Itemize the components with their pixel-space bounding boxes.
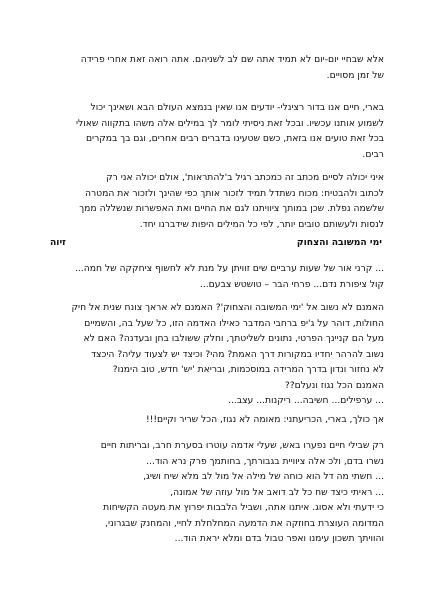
- paragraph-closing-2: [48, 100, 384, 162]
- text-line: החולות, דוהר על ג'יפ ברחבי המדבר כאילו האדמה הזו, כל שעל בה, והשמיים: [84, 317, 384, 329]
- text-line: נשרו בדם, ולכ אלה ציוויית בגבורתך, בחותמך פרק נרא הוד...: [146, 455, 384, 467]
- section-author: זיוה: [50, 237, 66, 248]
- section-paragraph-4: [48, 438, 384, 547]
- section-paragraph-2: [48, 300, 384, 409]
- text-line: האמנם לא נשוב אל 'ימי המשובה והצחוק'? האמנם לא אראך צונח שנית אל חיק: [71, 302, 384, 313]
- section-paragraph-1: [48, 261, 384, 292]
- text-line: רבים.: [362, 148, 384, 160]
- paragraph-closing-1: [48, 52, 384, 83]
- text-line: ... קרני אור של שעות ערביים שים זוויתן על מנת לא לחשוף ציחקקה של חמה...: [74, 263, 384, 274]
- text-line: רק שבילי חיים נפערו באש, שעלי אדמה עוטרו בסערת חרב, ובריתות חיים: [100, 440, 384, 451]
- text-line: ... חשתי מה דל הוא כוחה של מילה אל מול לב מלא שיח ושיג,: [143, 471, 384, 482]
- text-line: ... ראיתי כיצד שח כל לב דואב אל מול עוזה של אמונה,: [170, 486, 384, 498]
- text-line: איני יכולה לסיים מכתב זה כמכתב רגיל ב'להתראות', אולם יכולה אני רק: [106, 172, 384, 183]
- text-line: בכל זאת טועים אנו בזאת, כשם שטעינו בדברים רבים אחרים, וגם בך במקרים: [85, 133, 384, 144]
- text-line: כי ידעתי ולא אסוג. איתנו אתה, ושביל הלבבות יפרוץ את מעטה הקשיחות: [103, 502, 384, 513]
- text-line: קול ציפורת נדם... פרחי הבר – טושטש צבעם...: [199, 278, 384, 290]
- text-line: שלשמה נפלת. שכן במותך ציוויתנו לגם את החיים ואת האפשרות שנשללה ממך: [79, 203, 384, 214]
- text-line: אך כולך, בארי, הכריעתני: מאומה לא נגוז, הכל שריר וקיים!!!: [146, 414, 384, 425]
- document-page: [48, 0, 384, 600]
- text-line: לנסות ולעשותם טובים יותר, לפי כל המילים היפות שידברנו יחד.: [139, 218, 384, 230]
- text-line: ... ערפילים... חשיבה... ריקנות... עצב...: [228, 395, 384, 406]
- text-line: לא נחזור ונדון בדרך המרידה במוסכמות, ובריאת 'יש' חדש, טוב הימנו?: [112, 364, 384, 375]
- text-line: לכתוב ולהבטיח: מכוח נשתדל תמיד לזכור אותך כפי שהינך ולזכור את המטרה: [84, 187, 384, 199]
- text-line: והוויתך תשכון עימנו ואפר טבול בדם ומלא יראת הוד...: [174, 533, 384, 544]
- paragraph-closing-3: [48, 170, 384, 232]
- text-line: נשוב להרהר יחדיו במקורות דרך האמת? מהי? וכיצד יש לצעוד עליה? היכצד: [91, 348, 384, 360]
- text-line: המדומה העוצרת בחוזקה את הדמעה המחלחלת לחיי, והמחנק שבגרוני,: [105, 517, 384, 529]
- section-title: ימי המשובה והצחוק: [296, 237, 382, 248]
- text-line: מעל הם קניינך הפרטי, נתונים לשליטתך, וחלק ששולבו בחן ובעדנה? האם לא: [83, 333, 384, 344]
- text-line: של זמן מסויים.: [326, 69, 384, 81]
- text-line: האמנם הכל נגוז ונעלם??: [284, 379, 384, 391]
- section-header: [50, 237, 382, 251]
- text-line: בארי, חיים אנו בדור רצינלי- יודעים אנו שאין בנמצא העולם הבא ושאינך יכול: [90, 102, 384, 113]
- text-line: לשמוע אותנו עכשיו. ובכל זאת ניסיתי לומר לך במילים אלה משהו בתקווה שאולי: [75, 117, 384, 129]
- text-line: אלא שבחיי יום-יום לא תמיד אתה שם לב לשניהם. אתה רואה זאת אחרי פרידה: [80, 54, 384, 65]
- section-paragraph-3: [48, 412, 384, 428]
